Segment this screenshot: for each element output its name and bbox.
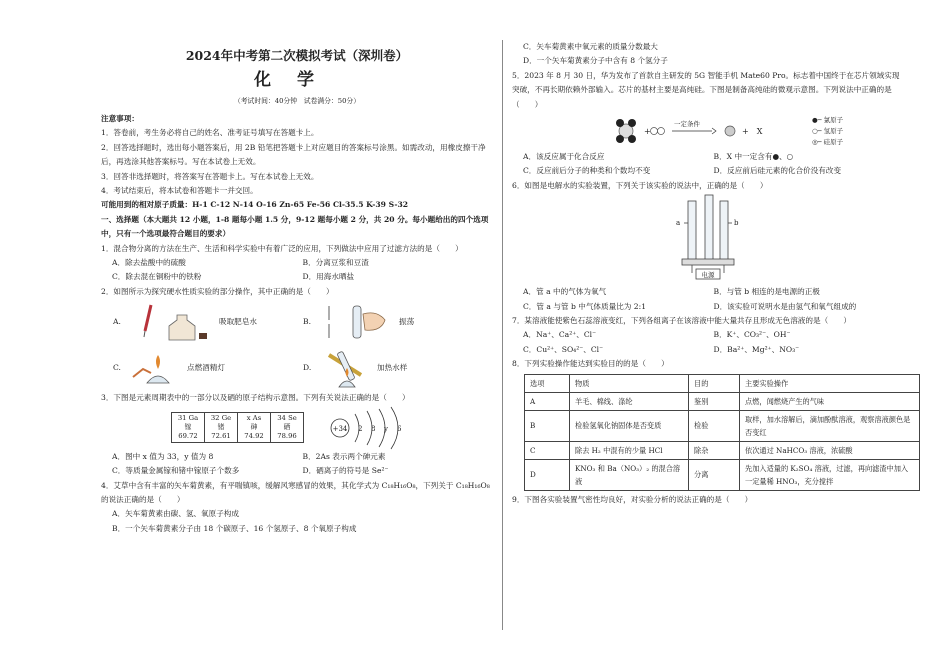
table-cell: 依次通过 NaHCO₃ 溶液，浓硫酸 <box>740 441 920 459</box>
exam-title: 2024年中考第二次模拟考试（深圳卷） <box>185 48 409 63</box>
note-1: 1．答卷前，考生务必将自己的姓名、准考证号填写在答题卡上。 <box>101 128 319 138</box>
q8-stem: 8．下列实验操作能达到实验目的的是（ ） <box>512 359 669 369</box>
periodic-table-fragment <box>171 412 304 443</box>
legend-silicon: ◎─ 硅原子 <box>812 137 844 146</box>
tube-a-label: a <box>676 219 681 228</box>
q4-option-c: C．矢车菊黄素中氧元素的质量分数最大 <box>523 42 658 51</box>
note-2: 2．回答选择题时，选出每小题答案后，用 2B 铅笔把答题卡上对应题目的答案标号涂黑。如需改动，用橡皮擦干净后，再选涂其他答案标号。写在本试卷上无效。 <box>101 142 486 167</box>
table-header-row <box>525 374 920 392</box>
right-column <box>512 40 911 507</box>
q9-stem: 9．下图各实验装置气密性均良好，对实验分析的说法正确的是（ ） <box>512 494 753 504</box>
pt-cell-as: x As 砷 74.92 <box>238 413 271 443</box>
table-cell: D <box>525 459 570 490</box>
q2-stem: 2．如图所示为探究硬水性质实验的部分操作，其中正确的是（ ） <box>101 286 334 296</box>
q7-option-a: A．Na⁺、Ca²⁺、Cl⁻ <box>523 330 597 340</box>
shell-3: y <box>384 424 388 433</box>
q3-option-b: B．2As 表示两个砷元素 <box>302 451 386 461</box>
q1-option-b: B．分离豆浆和豆渣 <box>302 258 369 268</box>
table-cell: KNO₃ 和 Ba（NO₃）₂ 的混合溶液 <box>570 459 689 490</box>
table-cell: 鉴别 <box>689 392 740 410</box>
q5-option-d: D．反应前后硅元素的化合价没有改变 <box>713 166 842 176</box>
q2-row-cd <box>101 345 493 391</box>
notes-heading: 注意事项： <box>101 114 139 123</box>
q2-label-b: B. <box>303 317 311 327</box>
header-purpose: 目的 <box>689 374 740 392</box>
q5-options <box>512 150 904 179</box>
q7-options <box>512 328 904 357</box>
q1-options <box>101 256 493 285</box>
dropper-bottle-icon <box>129 301 219 343</box>
svg-text:+: + <box>644 127 651 137</box>
q6-option-a: A．管 a 中的气体为氧气 <box>523 287 607 297</box>
note-3: 3．回答非选择题时，将答案写在答题卡上。写在本试卷上无效。 <box>101 171 319 181</box>
q2-figure-c <box>113 347 303 389</box>
left-column <box>101 40 493 536</box>
q3-option-c: C．等质量金属镓和锗中镓原子个数多 <box>112 466 240 476</box>
electrolysis-apparatus-diagram <box>662 193 772 283</box>
table-cell: B <box>525 410 570 441</box>
table-row <box>525 410 920 441</box>
q2-figure-b <box>303 300 493 344</box>
q5-option-a: A．该反应属于化合反应 <box>523 152 605 162</box>
q2-caption-b: 振荡 <box>399 317 415 327</box>
table-cell: C <box>525 441 570 459</box>
table-row <box>525 441 920 459</box>
header-option: 选项 <box>525 374 570 392</box>
tube-b-label: b <box>734 219 739 228</box>
table-row <box>525 392 920 410</box>
atom-structure-diagram <box>322 406 422 450</box>
q5-option-c: C．反应前后分子的种类和个数均不变 <box>523 166 651 176</box>
q6-option-c: C．管 a 与管 b 中气体质量比为 2:1 <box>523 301 647 311</box>
pt-cell-se: 34 Se 硒 78.96 <box>271 413 304 443</box>
table-cell: 检验氢氧化钠固体是否变质 <box>570 410 689 441</box>
q4-stem: 4．艾草中含有丰富的矢车菊黄素，有平喘镇咳，缓解风寒感冒的效果，其化学式为 C₁₈H₁₆O₈，下列关于 C₁₈H₁₆O₈ 的说法正确的是（ ） <box>101 480 490 504</box>
q7-option-d: D．Ba²⁺、Mg²⁺、NO₃⁻ <box>713 344 800 354</box>
shell-1: 2 <box>358 424 363 433</box>
q1-option-c: C．除去混在铜粉中的铁粉 <box>112 272 202 282</box>
pt-cell-ga: 31 Ga 镓 69.72 <box>172 413 205 443</box>
q5-option-b: B．X 中一定含有●、○ <box>713 152 794 162</box>
q2-label-c: C. <box>113 363 121 373</box>
q3-figure <box>101 406 493 450</box>
nucleus-charge: +34 <box>332 424 348 433</box>
q2-label-a: A. <box>113 317 121 327</box>
column-divider <box>502 40 503 630</box>
q2-label-d: D. <box>303 363 312 373</box>
table-cell: 羊毛、棉线、涤纶 <box>570 392 689 410</box>
q5-figure <box>512 112 904 150</box>
q1-option-a: A．除去盐酸中的硫酸 <box>112 258 186 268</box>
alcohol-lamp-icon <box>129 347 187 389</box>
q3-stem: 3．下图是元素周期表中的一部分以及硒的原子结构示意图。下列有关说法正确的是（ ） <box>101 393 410 403</box>
pt-cell-ge: 32 Ge 锗 72.61 <box>205 413 238 443</box>
atomic-masses: 可能用到的相对原子质量：H-1 C-12 N-14 O-16 Zn-65 Fe-56 Cl-35.5 K-39 S-32 <box>101 200 409 210</box>
reaction-condition: 一定条件 <box>674 120 700 129</box>
table-cell: 取样，加水溶解后，滴加酚酞溶液，观察溶液颜色是否变红 <box>740 410 920 441</box>
table-cell: 点燃，闻燃烧产生的气味 <box>740 392 920 410</box>
legend-chlorine: ●─ 氯原子 <box>812 115 844 124</box>
note-4: 4．考试结束后，将本试卷和答题卡一并交回。 <box>101 186 258 196</box>
q6-options <box>512 285 904 314</box>
q6-option-d: D．该实验可说明水是由氢气和氧气组成的 <box>713 301 857 311</box>
q6-stem: 6．如图是电解水的实验装置，下列关于该实验的说法中，正确的是（ ） <box>512 180 768 190</box>
header-substance: 物质 <box>570 374 689 392</box>
q2-row-ab <box>101 299 493 345</box>
heating-tube-icon <box>319 347 377 389</box>
table-row <box>525 459 920 490</box>
q2-caption-a: 吸取肥皂水 <box>219 317 257 327</box>
q7-option-b: B．K⁺、CO₃²⁻、OH⁻ <box>713 330 791 340</box>
shell-4: 6 <box>397 424 402 433</box>
q2-caption-d: 加热水样 <box>377 363 408 373</box>
header-operation: 主要实验操作 <box>740 374 920 392</box>
q7-option-c: C．Cu²⁺、SO₄²⁻、Cl⁻ <box>523 344 604 354</box>
q4-option-d: D．一个矢车菊黄素分子中含有 8 个氢分子 <box>523 56 668 66</box>
q3-option-d: D．硒离子的符号是 Se²⁻ <box>302 466 389 476</box>
table-cell: A <box>525 392 570 410</box>
reaction-diagram <box>612 114 812 148</box>
q1-option-d: D．用海水晒盐 <box>302 272 355 282</box>
q4-option-b: B．一个矢车菊黄素分子由 18 个碳原子、16 个氢原子、8 个氧原子构成 <box>112 523 357 533</box>
q8-table <box>524 374 920 491</box>
q3-option-a: A．图中 x 值为 33，y 值为 8 <box>112 451 214 461</box>
q5-legend <box>812 115 843 148</box>
q2-figure-d <box>303 347 493 389</box>
q2-caption-c: 点燃酒精灯 <box>187 363 225 373</box>
table-cell: 分离 <box>689 459 740 490</box>
table-cell: 除去 H₂ 中混有的少量 HCl <box>570 441 689 459</box>
q7-stem: 7．某溶液能使紫色石蕊溶液变红，下列各组离子在该溶液中能大量共存且形成无色溶液的是（ ） <box>512 316 851 326</box>
q4-option-a: A．矢车菊黄素由碳、氢、氧原子构成 <box>112 509 239 519</box>
svg-text:+ X: + X <box>742 127 763 137</box>
exam-meta: （考试时间：40分钟 试卷满分：50分） <box>233 97 361 105</box>
q6-figure <box>512 193 904 285</box>
legend-hydrogen: ○─ 氢原子 <box>812 126 844 135</box>
subject-title: 化学 <box>254 70 340 90</box>
power-supply-label: 电源 <box>701 271 715 280</box>
q6-option-b: B．与管 b 相连的是电源的正极 <box>713 287 820 297</box>
shell-2: 8 <box>371 424 376 433</box>
q5-stem: 5．2023 年 8 月 30 日，华为发布了首款自主研发的 5G 智能手机 Mate60 Pro。标志着中国终于在芯片领域实现突破，不再长期依赖外部输入。芯片的基材主要是高纯硅。下图是制备高纯硅的微观示意图。下列说法中正确的是（ ） <box>512 70 900 109</box>
q1-stem: 1．混合物分离的方法在生产、生活和科学实验中有着广泛的应用，下列做法中应用了过滤方法的是（ ） <box>101 243 463 253</box>
shaking-tube-icon <box>319 300 399 344</box>
table-cell: 检验 <box>689 410 740 441</box>
section1-heading: 一、选择题（本大题共 12 小题，1-8 题每小题 1.5 分，9-12 题每小题 2 分，共 20 分。每小题给出的四个选项中，只有一个选项最符合题目的要求） <box>101 214 489 239</box>
q3-options <box>101 450 493 479</box>
q2-figure-a <box>113 301 303 343</box>
table-cell: 先加入适量的 K₂SO₄ 溶液，过滤，再向滤渣中加入一定量稀 HNO₃，充分搅拌 <box>740 459 920 490</box>
table-cell: 除杂 <box>689 441 740 459</box>
